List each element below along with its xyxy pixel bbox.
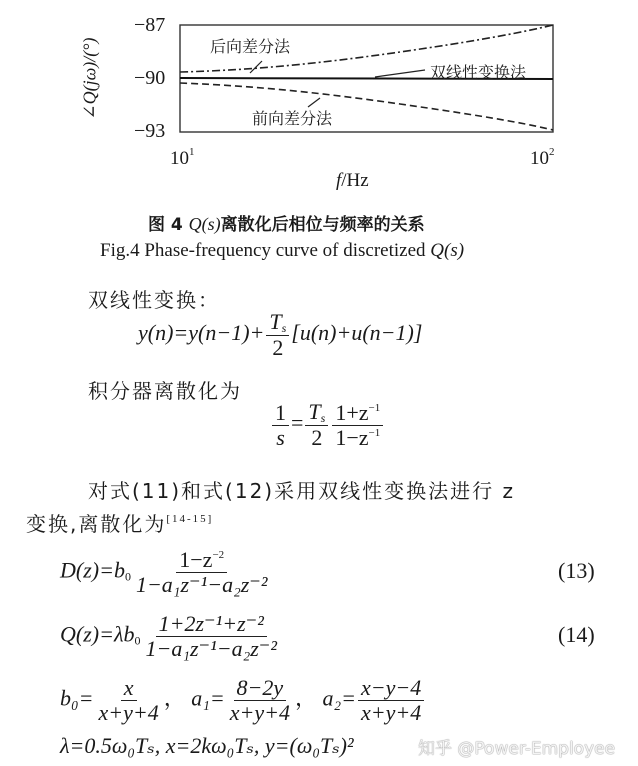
equation-parameters: λ=0.5ω₀Tₛ, x=2kω₀Tₛ, y=(ω₀Tₛ)² xyxy=(60,733,354,758)
equation-14-number: (14) xyxy=(558,622,595,647)
equation-coefficients: b₀= $\frac{x}{x+y+4}$ ， a₁= $\frac{8-2y}{x+y+4}$ ， a₂= $\frac{x-y-4}{x+y+4}$ xyxy=(60,676,426,725)
figure-caption-en: Fig.4 Phase-frequency curve of discretized Q(s) xyxy=(100,240,465,261)
figure-caption-cn: 图 4 Q(s)离散化后相位与频率的关系 xyxy=(148,214,425,235)
equation-14: $Q(z)=\lambda b_0$ $\frac{\text{1+2z⁻¹+z⁻²}}{\text{1−a₁z⁻¹−a₂z⁻²}}$ xyxy=(60,611,278,662)
x-tick-right: $10^2$ xyxy=(530,146,555,169)
figure xyxy=(0,0,638,200)
x-axis-label: f/Hz xyxy=(336,170,369,191)
label-forward-difference: 前向差分法 xyxy=(252,109,333,128)
equation-13: $D(z)=b_0$ $\frac{1-z^{-2}}{\text{1−a₁z⁻¹−a₂z⁻²}}$ xyxy=(60,547,268,598)
equation-integrator: $\frac{1}{s}$ = $\frac{T_s}{2}$ $\frac{1+z^{-1}}{1-z^{-1}}$ xyxy=(270,400,385,450)
y-tick-mid: −90 xyxy=(134,67,166,89)
equation-13-number: (13) xyxy=(558,558,595,583)
paragraph-line-1: 对式(11)和式(12)采用双线性变换法进行 z xyxy=(88,479,515,503)
equation-bilinear-difference: y(n)=y(n−1)+ $\frac{T_s}{2}$ [u(n)+u(n−1)] xyxy=(138,309,423,361)
label-backward-difference: 后向差分法 xyxy=(210,37,291,56)
watermark: 知乎 @Power-Employee xyxy=(418,739,616,759)
forward-difference-curve xyxy=(180,83,553,130)
citation[interactable]: [14-15] xyxy=(166,513,214,525)
paragraph-line-2: 变换,离散化为[14-15] xyxy=(26,512,214,536)
heading-bilinear-transform: 双线性变换： xyxy=(88,288,220,312)
integrator-text: 积分器离散化为 xyxy=(88,379,242,403)
x-tick-left: $10^1$ xyxy=(170,146,195,169)
y-tick-bottom: −93 xyxy=(134,120,166,142)
y-tick-top: −87 xyxy=(134,14,166,36)
label-bilinear: 双线性变换法 xyxy=(430,63,527,82)
y-axis-label: ∠Q(jω)/(°) xyxy=(79,37,100,120)
